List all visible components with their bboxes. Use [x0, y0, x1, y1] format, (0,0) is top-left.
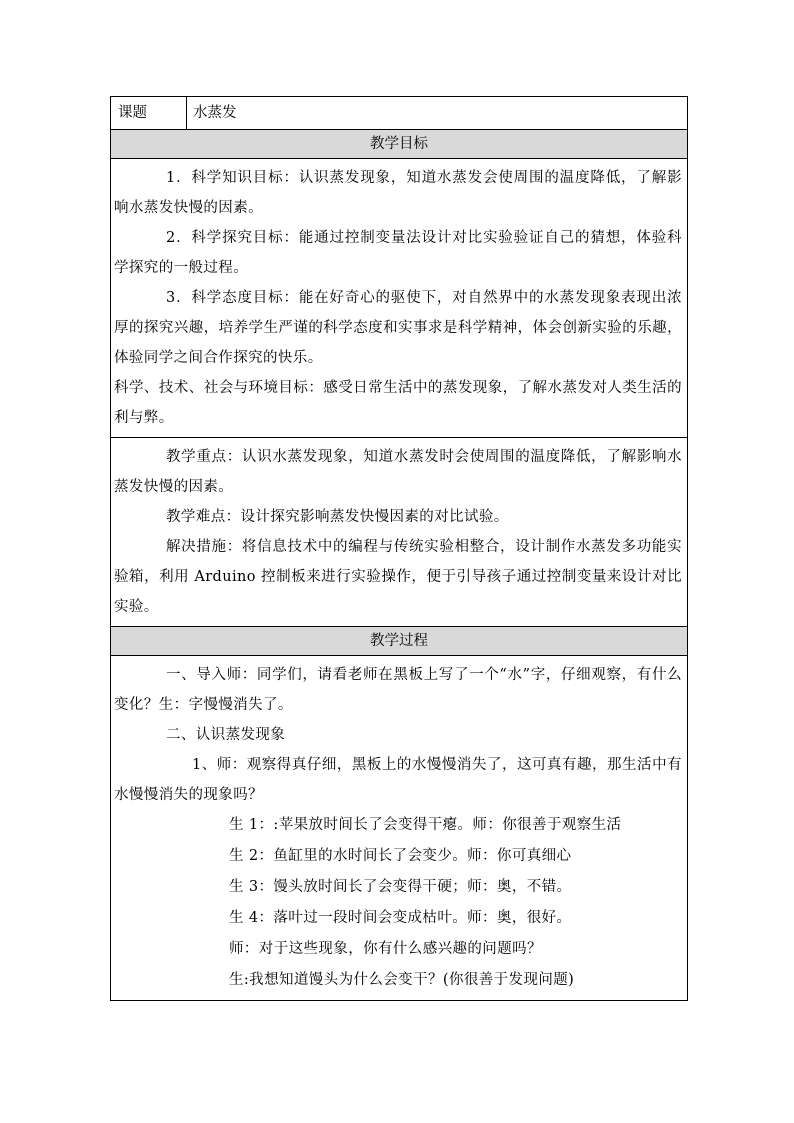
- objective-knowledge: 1．科学知识目标：认识蒸发现象，知道水蒸发会使周围的温度降低，了解影响水蒸发快慢的因素。: [114, 170, 682, 216]
- dialogue-line: 生 3：馒头放时间长了会变得干硬；师：奥，不错。: [229, 879, 572, 895]
- step1: 1、师：观察得真仔细，黑板上的水慢慢消失了，这可真有趣，那生活中有水慢慢消失的现象吗？: [114, 757, 682, 803]
- objectives-header-row: [111, 130, 688, 159]
- dialogue-line: 生:我想知道馒头为什么会变干？(你很善于发现问题): [229, 972, 575, 988]
- section2-title: 二、认识蒸发现象: [166, 727, 286, 743]
- focus-row: [111, 438, 688, 627]
- process-row: [111, 656, 688, 1001]
- process-heading: 教学过程: [111, 627, 688, 656]
- process-intro: 一、导入师：同学们，请看老师在黑板上写了一个“水”字，仔细观察，有什么变化？生：字慢慢消失了。: [114, 667, 682, 713]
- objectives-heading: 教学目标: [111, 130, 688, 159]
- key-point: 教学重点：认识水蒸发现象，知道水蒸发时会使周围的温度降低，了解影响水蒸发快慢的因素。: [114, 449, 682, 495]
- process-header-row: [111, 627, 688, 656]
- difficulty: 教学难点：设计探究影响蒸发快慢因素的对比试验。: [166, 509, 509, 525]
- dialogue-line: 生 4：落叶过一段时间会变成枯叶。师：奥，很好。: [229, 910, 572, 926]
- topic-row: [111, 97, 688, 130]
- objective-stse: 科学、技术、社会与环境目标：感受日常生活中的蒸发现象，了解水蒸发对人类生活的利与弊。: [114, 380, 682, 426]
- focus-content: [111, 438, 688, 627]
- dialogue-line: 生 1：:苹果放时间长了会变得干瘪。师：你很善于观察生活: [229, 817, 622, 833]
- objectives-row: [111, 159, 688, 438]
- dialogue-line: 师：对于这些现象，你有什么感兴趣的问题吗？: [229, 941, 542, 957]
- objectives-content: [111, 159, 688, 438]
- process-content: [111, 656, 688, 1001]
- objective-attitude: 3．科学态度目标：能在好奇心的驱使下，对自然界中的水蒸发现象表现出浓厚的探究兴趣，培养学生严谨的科学态度和实事求是科学精神，体会创新实验的乐趣，体验同学之间合作探究的快乐。: [114, 290, 682, 366]
- topic-value: 水蒸发: [187, 97, 688, 130]
- topic-label: 课题: [111, 97, 187, 130]
- dialogue-line: 生 2：鱼缸里的水时间长了会变少。师：你可真细心: [229, 848, 572, 864]
- solution: 解决措施：将信息技术中的编程与传统实验相整合，设计制作水蒸发多功能实验箱，利用 Arduino 控制板来进行实验操作，便于引导孩子通过控制变量来设计对比实验。: [114, 539, 682, 615]
- objective-inquiry: 2．科学探究目标：能通过控制变量法设计对比实验验证自己的猜想，体验科学探究的一般过程。: [114, 230, 682, 276]
- lesson-plan-table: [110, 96, 688, 1001]
